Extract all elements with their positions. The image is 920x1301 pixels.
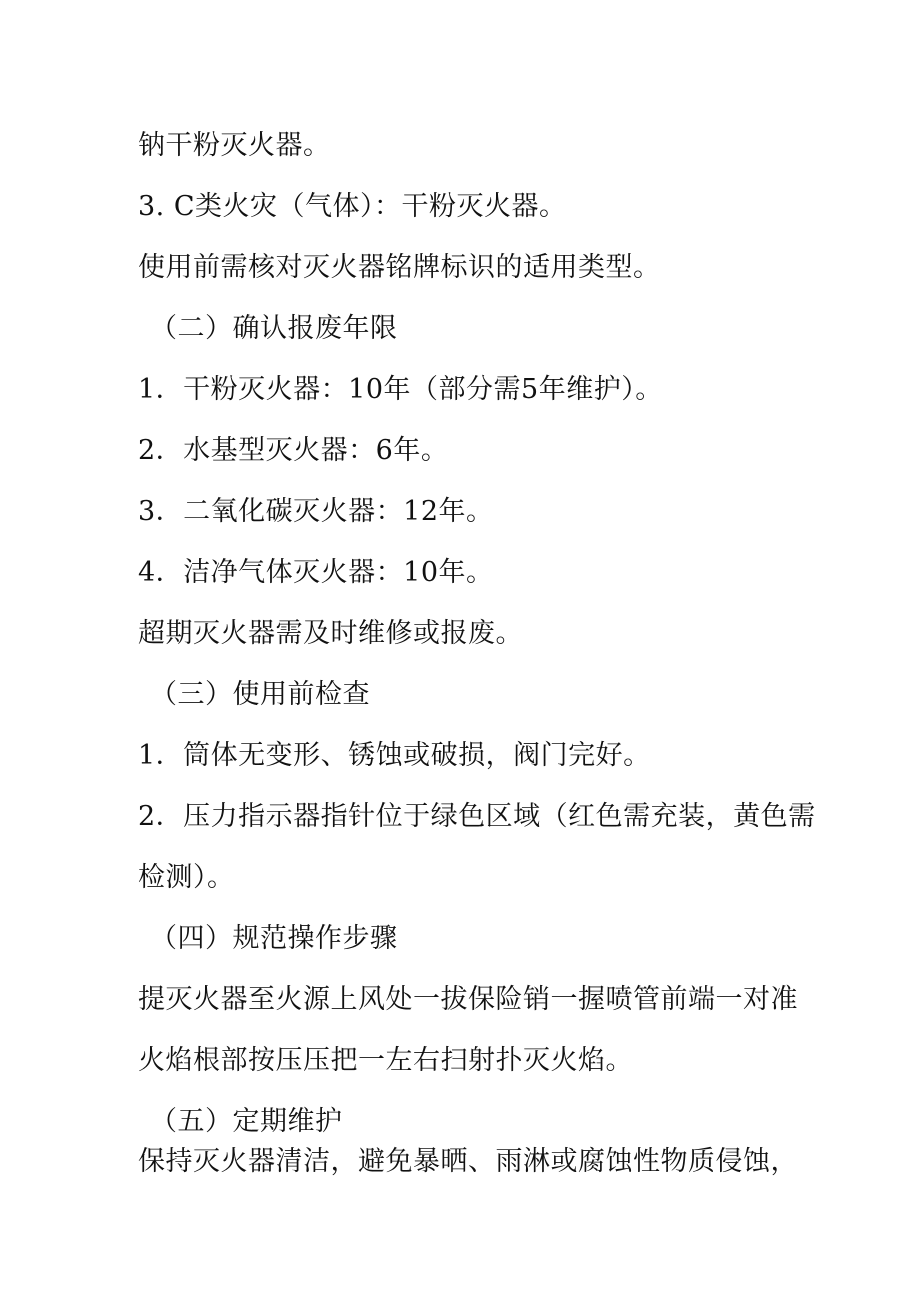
- text-line-check-nameplate: 使用前需核对灭火器铭牌标识的适用类型。: [138, 252, 661, 283]
- section-heading-pre-use-check: （三）使用前检查: [150, 679, 370, 710]
- text-line-class-c-fire: 3. C类火灾（气体）：干粉灭火器。: [138, 191, 567, 222]
- list-item-water-based: 2．水基型灭火器：6年。: [138, 435, 449, 466]
- text-line-operation-steps-cont: 火焰根部按压压把一左右扫射扑灭火焰。: [138, 1045, 633, 1076]
- text-line-maintenance: 保持灭火器清洁，避免暴晒、雨淋或腐蚀性物质侵蚀，: [138, 1146, 798, 1177]
- list-item-dry-powder: 1．干粉灭火器：10年（部分需5年维护）。: [138, 374, 663, 405]
- section-heading-scrap-period: （二）确认报废年限: [150, 313, 398, 344]
- text-line-sodium-extinguisher: 钠干粉灭火器。: [138, 130, 331, 161]
- list-item-pressure-gauge-cont: 检测）。: [138, 862, 235, 893]
- list-item-pressure-gauge: 2．压力指示器指针位于绿色区域（红色需充装，黄色需: [138, 801, 816, 832]
- list-item-co2: 3．二氧化碳灭火器：12年。: [138, 496, 494, 527]
- text-line-operation-steps: 提灭火器至火源上风处一拔保险销一握喷管前端一对准: [138, 984, 798, 1015]
- section-heading-maintenance: （五）定期维护: [150, 1106, 343, 1137]
- section-heading-operation-steps: （四）规范操作步骤: [150, 923, 398, 954]
- list-item-cylinder-check: 1．筒体无变形、锈蚀或破损，阀门完好。: [138, 740, 651, 771]
- list-item-clean-agent: 4．洁净气体灭火器：10年。: [138, 557, 494, 588]
- text-line-overdue: 超期灭火器需及时维修或报废。: [138, 618, 523, 649]
